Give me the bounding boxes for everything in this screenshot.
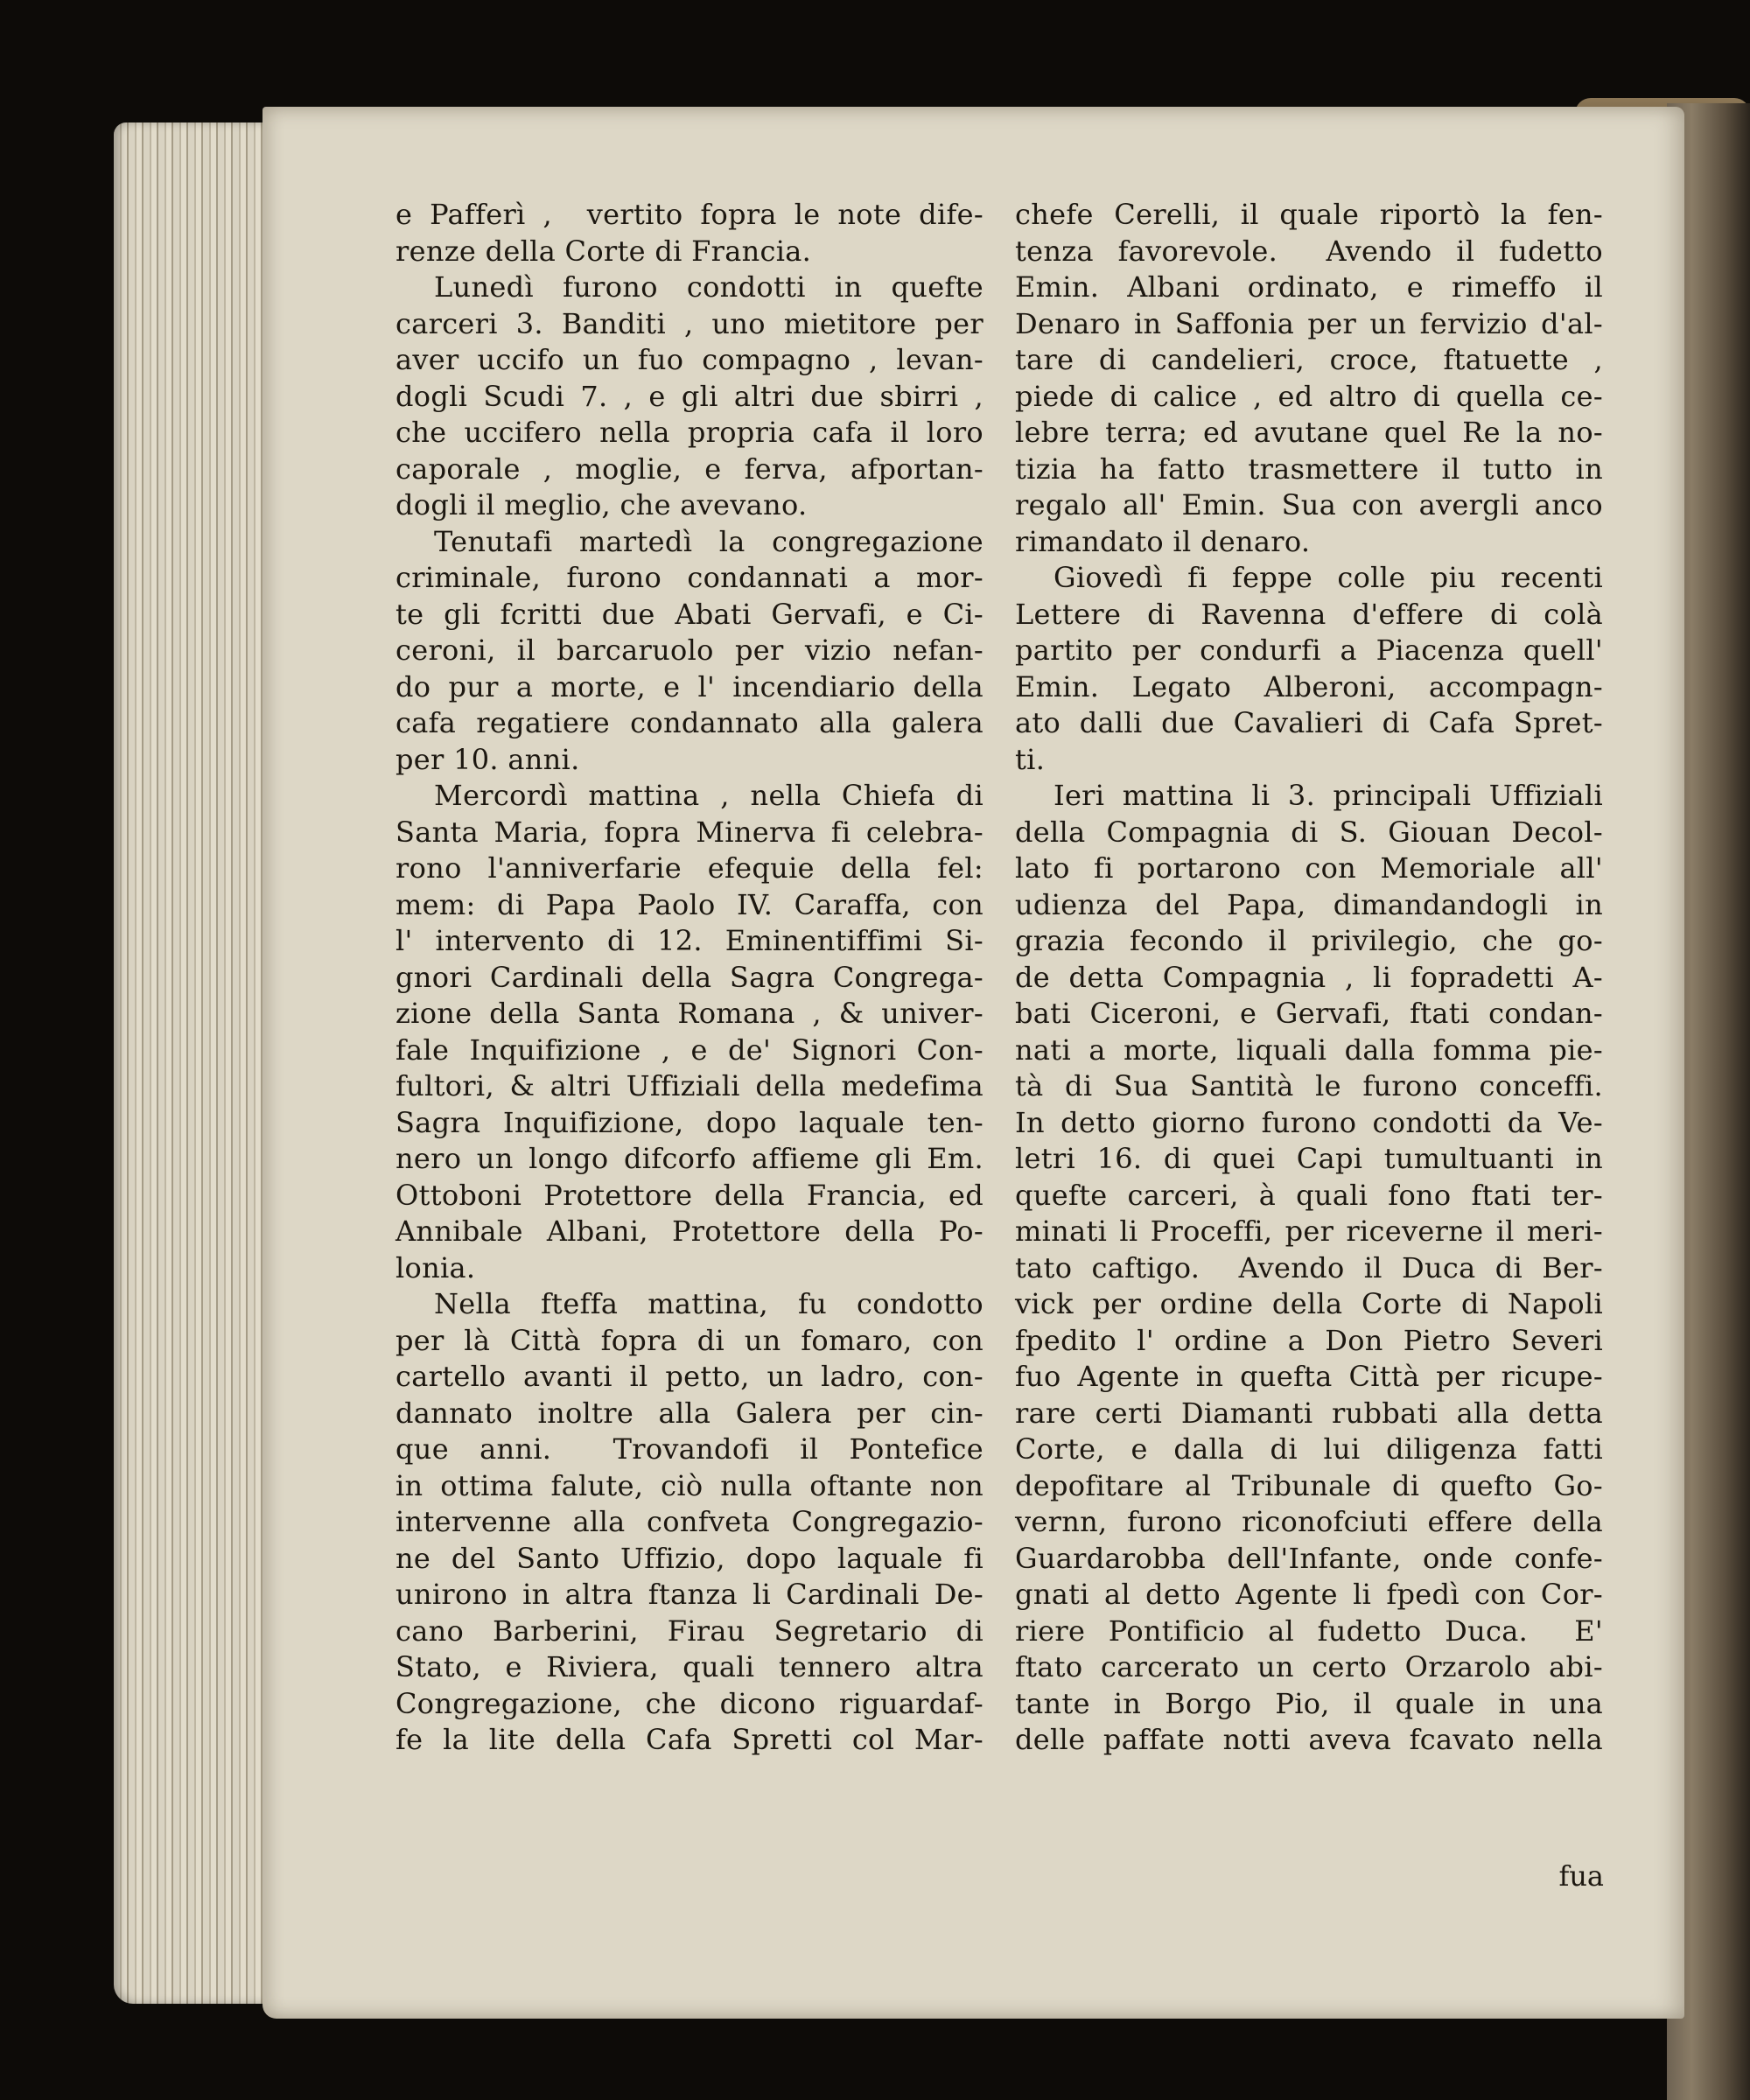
text-line: grazia fecondo il privilegio, che go- [1015,924,1603,957]
text-line: cartello avanti il petto, un ladro, con- [396,1360,984,1393]
text-line: que anni. Trovandofi il Pontefice [396,1432,984,1466]
text-line: fe la lite della Cafa Spretti col Mar- [396,1723,984,1756]
text-line: letri 16. di quei Capi tumultuanti in [1015,1142,1603,1175]
text-line: Mercordì mattina , nella Chiefa di [434,779,984,812]
text-line: Denaro in Saffonia per un fervizio d'al- [1015,306,1603,340]
text-line: Ottoboni Protettore della Francia, ed [396,1178,984,1212]
text-line: in ottima falute, ciò nulla oftante non [396,1468,984,1502]
text-line: piede di calice , ed altro di quella ce- [1015,379,1603,413]
page-edges [114,122,280,2004]
text-line: ceroni, il barcaruolo per vizio nefan- [396,634,984,667]
text-line: bati Ciceroni, e Gervafi, ftati condan- [1015,997,1603,1030]
text-line: fpedito l' ordine a Don Pietro Severi [1015,1323,1603,1357]
text-line: Ieri mattina li 3. principali Uffiziali [1054,779,1603,812]
text-line: Congregazione, che dicono riguardaf- [396,1686,984,1720]
right-column [1015,197,1603,1759]
text-line: regalo all' Emin. Sua con avergli anco [1015,488,1603,522]
text-line: nero un longo difcorfo affieme gli Em. [396,1142,984,1175]
text-line: Giovedì fi feppe colle piu recenti [1054,561,1603,594]
text-line: tare di candelieri, croce, ftatuette , [1015,343,1603,376]
text-line: Corte, e dalla di lui diligenza fatti [1015,1432,1603,1466]
text-line: te gli fcritti due Abati Gervafi, e Ci- [396,597,984,631]
catchword: fua [1558,1859,1604,1893]
text-line: caporale , moglie, e ferva, afportan- [396,452,984,486]
text-line: dogli il meglio, che avevano. [396,488,808,522]
text-line: minati li Proceffi, per riceverne il meri- [1015,1214,1603,1248]
text-line: e Pafferì , vertito fopra le note dife- [396,198,984,231]
text-line: per là Città fopra di un fomaro, con [396,1323,984,1357]
text-line: criminale, furono condannati a mor- [396,561,984,594]
text-line: fale Inquifizione , e de' Signori Con- [396,1032,984,1067]
text-line: udienza del Papa, dimandandogli in [1015,887,1603,921]
text-line: tizia ha fatto trasmettere il tutto in [1015,452,1603,486]
text-line: zione della Santa Romana , & univer- [396,997,984,1030]
text-line: chefe Cerelli, il quale riportò la fen- [1015,198,1603,231]
text-line: Lunedì furono condotti in quefte [434,270,984,304]
text-line: per 10. anni. [396,742,580,776]
text-line: aver uccifo un fuo compagno , levan- [396,343,984,376]
text-line: fuo Agente in quefta Città per ricupe- [1015,1360,1603,1393]
text-line: Santa Maria, fopra Minerva fi celebra- [396,815,984,849]
text-line: vernn, furono riconofciuti effere della [1015,1505,1603,1538]
text-line: l' intervento di 12. Eminentiffimi Si- [396,924,984,957]
text-line: fultori, & altri Uffiziali della medefima [396,1069,984,1102]
text-line: Emin. Albani ordinato, e rimeffo il [1015,270,1603,304]
text-line: riere Pontificio al fudetto Duca. E' [1015,1614,1603,1648]
text-line: unirono in altra ftanza li Cardinali De- [396,1578,984,1611]
text-line: della Compagnia di S. Giouan Decol- [1015,815,1603,849]
text-line: ato dalli due Cavalieri di Cafa Spret- [1015,706,1603,739]
text-line: partito per condurfi a Piacenza quell' [1015,634,1603,667]
text-line: Stato, e Riviera, quali tennero altra [396,1650,984,1684]
text-line: Guardarobba dell'Infante, onde confe- [1015,1541,1603,1575]
text-line: Lettere di Ravenna d'effere di colà [1015,597,1603,631]
text-line: Emin. Legato Alberoni, accompagn- [1015,669,1603,704]
text-line: vick per ordine della Corte di Napoli [1015,1287,1603,1320]
text-line: ftato carcerato un certo Orzarolo abi- [1015,1650,1603,1684]
text-line: In detto giorno furono condotti da Ve- [1015,1105,1603,1139]
text-line: tenza favorevole. Avendo il fudetto [1015,234,1603,268]
text-line: carceri 3. Banditi , uno mietitore per [396,306,984,340]
text-line: delle paffate notti aveva fcavato nella [1015,1723,1603,1756]
text-line: nati a morte, liquali dalla fomma pie- [1015,1032,1603,1067]
text-line: dannato inoltre alla Galera per cin- [396,1396,984,1430]
text-line: ne del Santo Uffizio, dopo laquale fi [396,1541,984,1575]
text-line: lonia. [396,1250,476,1284]
text-line: rare certi Diamanti rubbati alla detta [1015,1396,1603,1430]
text-line: gnori Cardinali della Sagra Congrega- [396,960,984,994]
text-line: mem: di Papa Paolo IV. Caraffa, con [396,887,984,921]
text-line: cano Barberini, Firau Segretario di [396,1614,984,1648]
book-page [262,107,1684,2019]
text-line: de detta Compagnia , li fopradetti A- [1015,960,1603,994]
text-line: depofitare al Tribunale di quefto Go- [1015,1468,1603,1502]
text-line: quefte carceri, à quali fono ftati ter- [1015,1178,1603,1212]
text-line: Sagra Inquifizione, dopo laquale ten- [396,1105,984,1139]
text-line: lato fi portarono con Memoriale all' [1015,851,1603,885]
text-line: tato caftigo. Avendo il Duca di Ber- [1015,1250,1603,1284]
text-line: dogli Scudi 7. , e gli altri due sbirri , [396,379,984,413]
text-line: lebre terra; ed avutane quel Re la no- [1015,416,1603,449]
text-line: tante in Borgo Pio, il quale in una [1015,1686,1603,1720]
text-line: ti. [1015,742,1046,776]
text-line: renze della Corte di Francia. [396,234,812,268]
text-line: Nella fteffa mattina, fu condotto [434,1287,984,1320]
text-line: Tenutafi martedì la congregazione [434,524,984,558]
text-line: do pur a morte, e l' incendiario della [396,669,984,704]
text-line: rimandato il denaro. [1015,524,1311,558]
text-line: Annibale Albani, Protettore della Po- [396,1214,984,1248]
text-line: tà di Sua Santità le furono conceffi. [1015,1069,1603,1102]
text-line: cafa regatiere condannato alla galera [396,706,984,739]
left-column [396,197,984,1759]
text-line: intervenne alla confveta Congregazio- [396,1505,984,1538]
text-line: rono l'anniverfarie efequie della fel: [396,851,984,885]
text-line: gnati al detto Agente li fpedì con Cor- [1015,1578,1603,1611]
text-line: che uccifero nella propria cafa il loro [396,416,984,449]
